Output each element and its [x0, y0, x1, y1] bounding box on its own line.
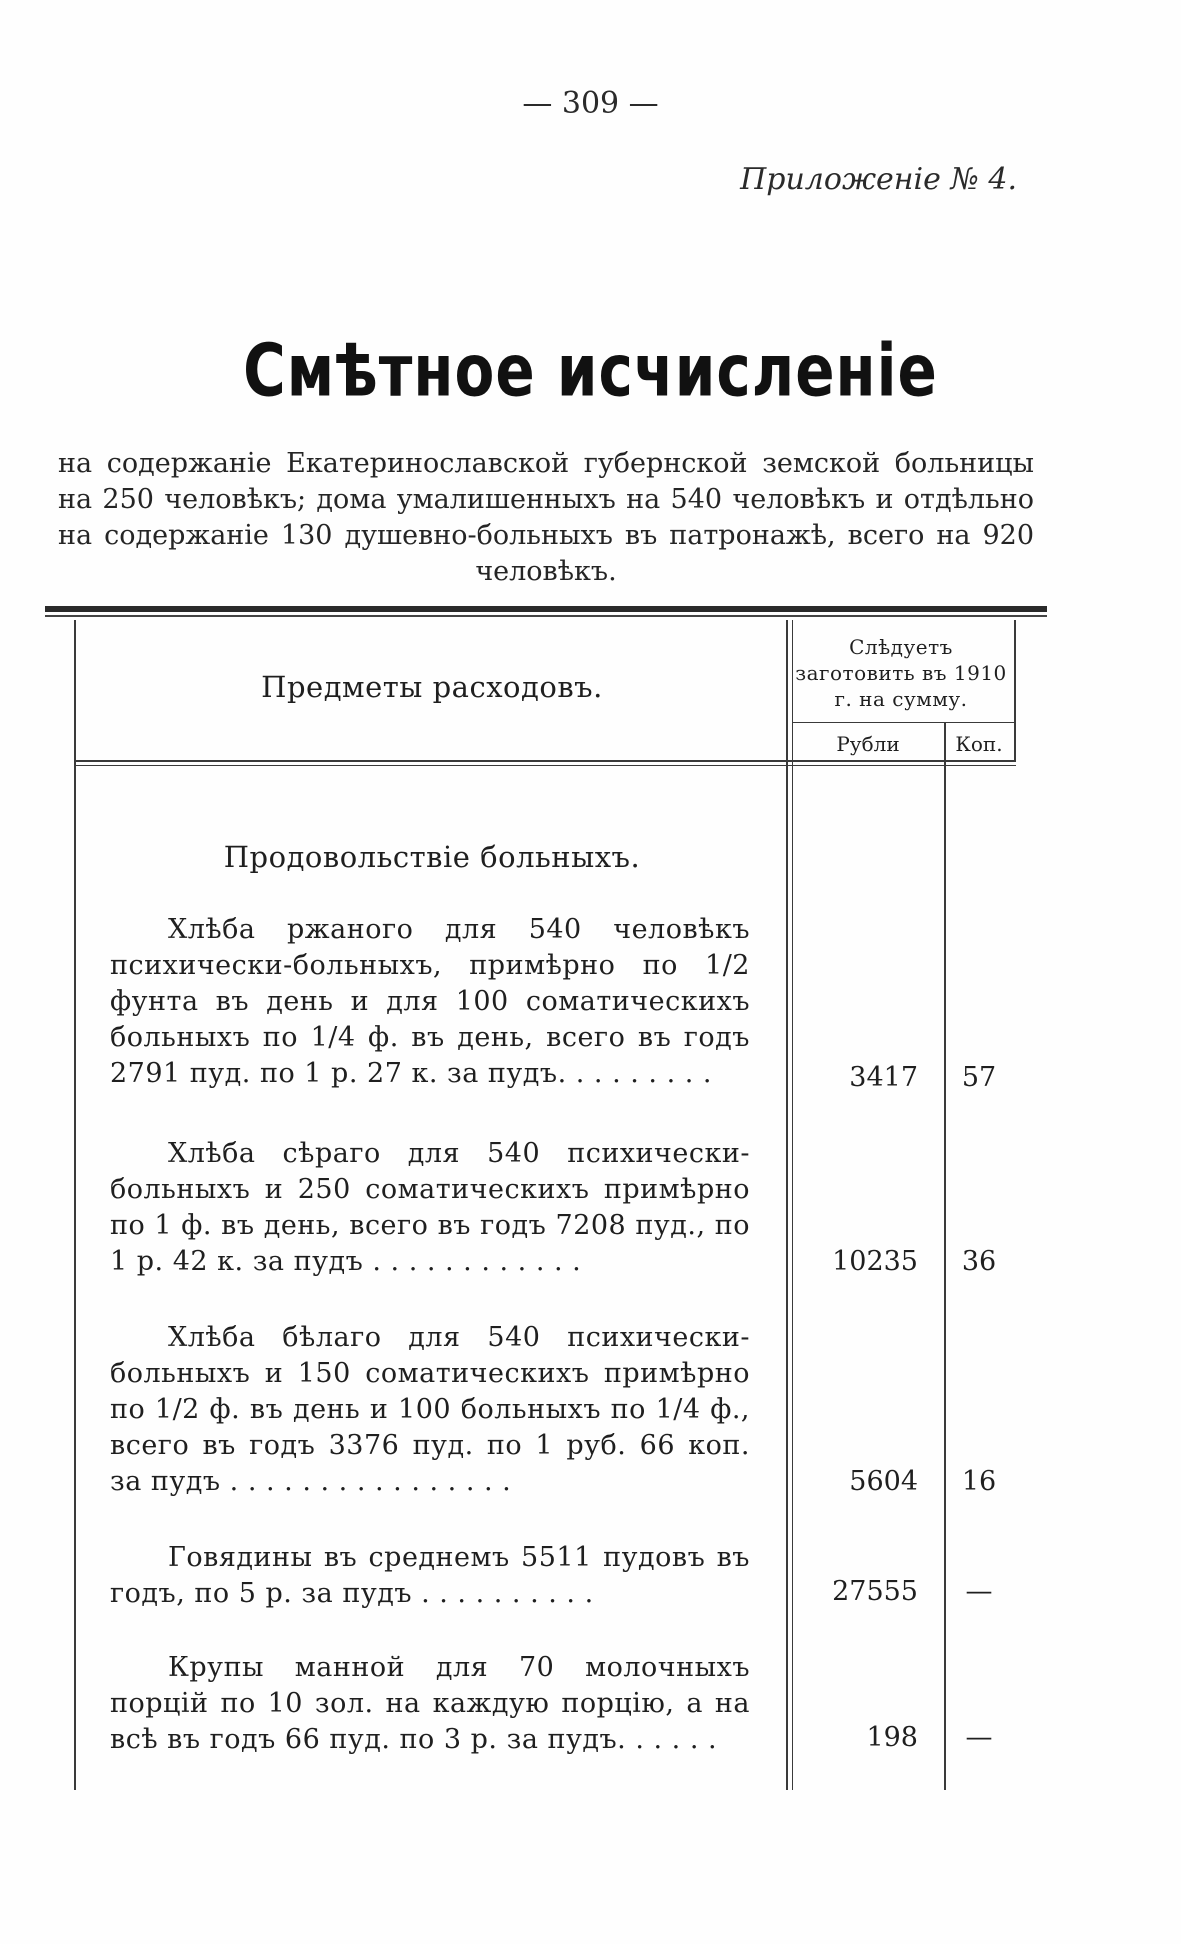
table-row-text: Хлѣба сѣраго для 540 психически-больныхъ и 250 соматическихъ примѣрно по 1 ф. въ день, всего въ годъ 7208 пуд., по 1 р. 42 к. за пудъ . . . . . . . . . . . .	[110, 1138, 750, 1277]
table-row-text: Говядины въ среднемъ 5511 пудовъ въ годъ, по 5 р. за пудъ . . . . . . . . . .	[110, 1542, 750, 1609]
header-rule-thin	[45, 615, 1047, 617]
table-left-border	[74, 620, 76, 1790]
header-rubles: Рубли	[836, 732, 900, 756]
table-row-text: Хлѣба ржаного для 540 человѣкъ психически-больныхъ, примѣрно по 1/2 фунта въ день и для 100 соматическихъ больныхъ по 1/4 ф. въ день, всего въ годъ 2791 пуд. по 1 р. 27 к. за пудъ. . . . . . . . .	[110, 914, 750, 1089]
table-header-rule-thin	[74, 765, 1016, 766]
table-column-divider	[786, 620, 788, 1790]
table-right-border	[1014, 620, 1016, 760]
header-kopecks: Коп.	[955, 732, 1003, 756]
table-row-kopecks: 57	[961, 1062, 997, 1093]
table-row-kopecks: 16	[961, 1466, 997, 1497]
header-sum: Слѣдуетъ заготовить въ 1910 г. на сумму.	[795, 635, 1007, 711]
table-row-kopecks: —	[965, 1722, 993, 1753]
table-row-text: Хлѣба бѣлаго для 540 психически-больныхъ и 150 соматическихъ примѣрно по 1/2 ф. въ день и 100 больныхъ по 1/4 ф., всего въ годъ 3376 пуд. по 1 руб. 66 коп. за пудъ . . . . . . . . . . . . . . . .	[110, 1322, 750, 1497]
section-title: Продовольствіе больныхъ.	[223, 840, 641, 874]
table-row-kopecks: —	[965, 1576, 993, 1607]
document-title: Смѣтное исчисленіе	[243, 328, 938, 413]
table-row-text: Крупы манной для 70 молочныхъ порцій по 10 зол. на каждую порцію, а на всѣ въ годъ 66 пуд. по 3 р. за пудъ. . . . . .	[110, 1652, 750, 1755]
table-subheader-rule	[792, 722, 1014, 723]
table-row-kopecks: 36	[961, 1246, 997, 1277]
table-column-divider-inner	[792, 620, 793, 1790]
table-row-rubles: 27555	[832, 1576, 918, 1607]
table-header-rule	[74, 760, 1016, 762]
page-number: — 309 —	[522, 86, 659, 121]
table-row-rubles: 3417	[849, 1062, 918, 1093]
table-row-rubles: 10235	[832, 1246, 918, 1277]
appendix-label: Приложеніе № 4.	[740, 162, 1017, 197]
header-rule	[45, 606, 1047, 612]
table-row-rubles: 198	[866, 1722, 918, 1753]
document-subtitle: на содержаніе Екатеринославской губернской земской больницы на 250 человѣкъ; дома умалишенныхъ на 540 человѣкъ и отдѣльно на содержаніе 130 душевно-больныхъ въ патронажѣ, всего на 920 человѣкъ.	[58, 448, 1034, 587]
table-row-rubles: 5604	[849, 1466, 918, 1497]
header-expense-items: Предметы расходовъ.	[261, 670, 603, 704]
